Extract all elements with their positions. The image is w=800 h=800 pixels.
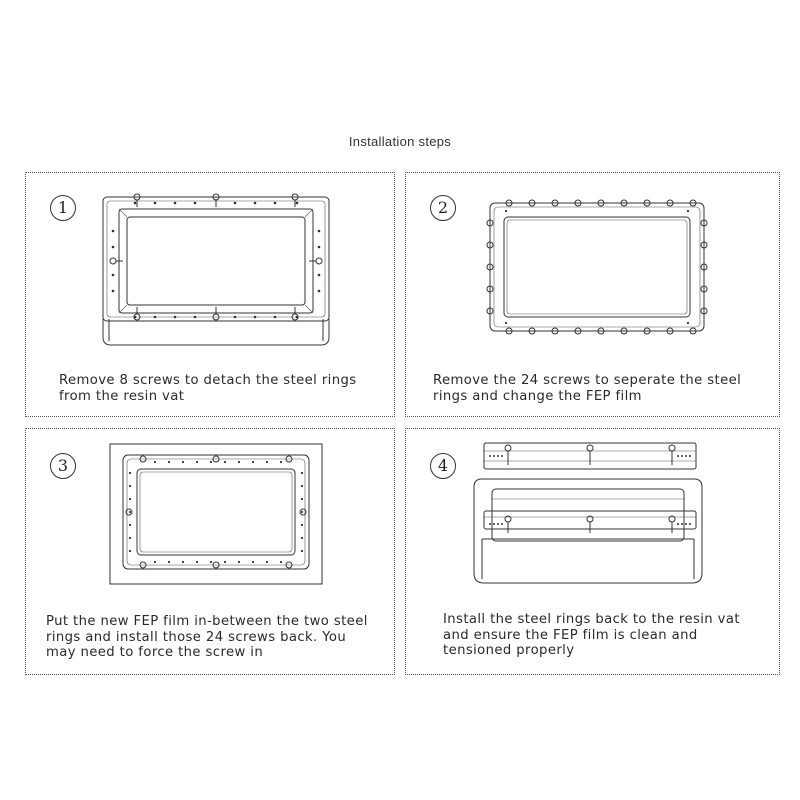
hole-dot <box>196 461 198 463</box>
hole-dot <box>677 523 679 525</box>
hole-dot <box>266 461 268 463</box>
step-3-line-2: rings and install those 24 screws back. You <box>46 629 347 645</box>
step-3-description <box>46 614 368 661</box>
hole-dot <box>238 561 240 563</box>
hole-dot <box>301 537 303 539</box>
hole-dot <box>224 561 226 563</box>
hole-dot <box>129 511 131 513</box>
hole-dot <box>497 523 499 525</box>
hole-dot <box>154 461 156 463</box>
hole-dot <box>689 523 691 525</box>
hole-dot <box>224 461 226 463</box>
step-1-line-1: Remove 8 screws to detach the steel rings <box>59 373 357 388</box>
hole-dot <box>182 461 184 463</box>
resin-vat-with-steel-rings-illustration <box>101 191 331 347</box>
step-4-line-3: tensioned properly <box>443 643 575 658</box>
step-2-line-1: Remove the 24 screws to seperate the steel <box>433 373 742 388</box>
step-3-line-1: Put the new FEP film in-between the two steel <box>46 614 368 629</box>
hole-dot <box>677 455 679 457</box>
hole-dot <box>252 561 254 563</box>
step-2-number: 2 <box>430 195 456 221</box>
step-4-panel <box>405 428 780 675</box>
step-4-line-2: and ensure the FEP film is clean and <box>443 627 698 643</box>
step-1-line-2: from the resin vat <box>59 388 185 404</box>
steel-ring-with-24-screws-illustration <box>486 197 708 337</box>
hole-dot <box>489 455 491 457</box>
hole-dot <box>129 485 131 487</box>
hole-dot <box>129 537 131 539</box>
hole-dot <box>681 455 683 457</box>
hole-dot <box>301 511 303 513</box>
hole-dot <box>301 498 303 500</box>
hole-dot <box>210 561 212 563</box>
step-3-line-3: may need to force the screw in <box>46 645 264 660</box>
step-2-panel <box>405 172 780 417</box>
hole-dot <box>210 461 212 463</box>
step-2-line-2: rings and change the FEP film <box>433 388 642 404</box>
hole-dot <box>266 561 268 563</box>
step-4-description <box>443 612 740 659</box>
rings-installed-on-vat-illustration <box>462 439 714 585</box>
hole-dot <box>196 561 198 563</box>
hole-dot <box>280 461 282 463</box>
hole-dot <box>681 523 683 525</box>
step-1-description <box>59 373 357 404</box>
hole-dot <box>301 485 303 487</box>
hole-dot <box>685 455 687 457</box>
step-1-panel <box>25 172 395 417</box>
hole-dot <box>689 455 691 457</box>
step-4-number: 4 <box>430 453 456 479</box>
hole-dot <box>301 550 303 552</box>
hole-dot <box>154 561 156 563</box>
hole-dot <box>168 561 170 563</box>
hole-dot <box>493 523 495 525</box>
hole-dot <box>685 523 687 525</box>
hole-dot <box>129 498 131 500</box>
hole-dot <box>301 472 303 474</box>
page-title: Installation steps <box>348 134 452 149</box>
hole-dot <box>129 472 131 474</box>
hole-dot <box>501 455 503 457</box>
step-3-panel <box>25 428 395 675</box>
hole-dot <box>238 461 240 463</box>
hole-dot <box>129 550 131 552</box>
hole-dot <box>501 523 503 525</box>
hole-dot <box>182 561 184 563</box>
hole-dot <box>493 455 495 457</box>
step-1-number: 1 <box>50 195 76 221</box>
hole-dot <box>168 461 170 463</box>
hole-dot <box>252 461 254 463</box>
step-2-description <box>433 373 741 404</box>
hole-dot <box>489 523 491 525</box>
hole-dot <box>280 561 282 563</box>
fep-film-between-rings-illustration <box>109 443 323 585</box>
step-3-number: 3 <box>50 453 76 479</box>
hole-dot <box>129 524 131 526</box>
hole-dot <box>497 455 499 457</box>
step-4-line-1: Install the steel rings back to the resin vat <box>443 612 740 627</box>
hole-dot <box>301 524 303 526</box>
